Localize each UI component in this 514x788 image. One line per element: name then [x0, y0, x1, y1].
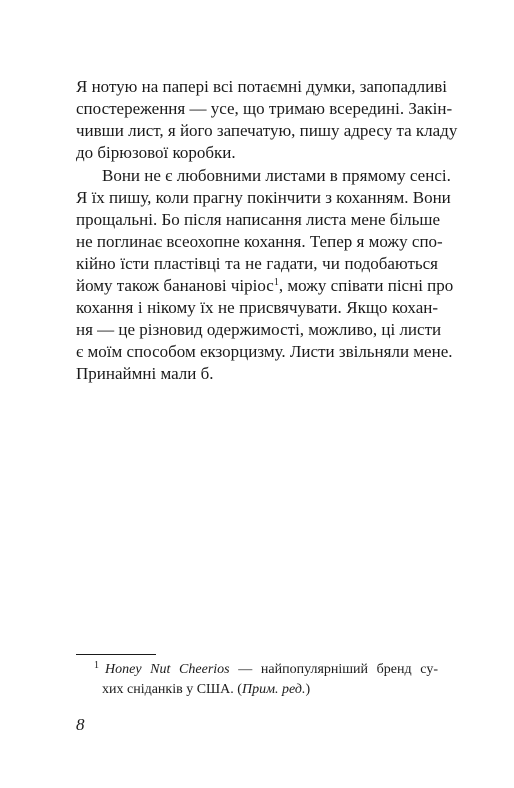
- text-line: до бірюзової коробки.: [76, 143, 236, 162]
- text-line: спостереження — усе, що тримаю всередині. Закін-: [76, 99, 453, 118]
- footnote-title: Honey Nut Cheerios: [105, 662, 230, 677]
- footnote-text: — найпопулярніший бренд су-: [229, 662, 438, 677]
- text-line: Я нотую на папері всі потаємні думки, запопадливі: [76, 77, 447, 96]
- text-line: Вони не є любовними листами в прямому сенсі.: [102, 166, 451, 185]
- text-line: Я їх пишу, коли прагну покінчити з коханням. Вони: [76, 188, 451, 207]
- text-line: є моїм способом екзорцизму. Листи звільняли мене.: [76, 342, 453, 361]
- text-line: кійно їсти пластівці та не гадати, чи подобаються: [76, 254, 438, 273]
- editor-note: Прим. ред.: [241, 682, 306, 697]
- footnote-divider: [76, 654, 156, 655]
- text-line-with-footnote-ref: [76, 275, 454, 297]
- footnote-line: [76, 680, 438, 700]
- footnote-line: [76, 660, 438, 680]
- text-line: ня — це різновид одержимості, можливо, ці листи: [76, 320, 442, 339]
- footnote-text: ): [305, 682, 311, 697]
- page-number: 8: [76, 715, 85, 734]
- footnote-text: хих сніданків у США. (: [102, 682, 242, 697]
- text-segment: йому також бананові чіріос: [76, 276, 274, 295]
- text-line: не поглинає всеохопне кохання. Тепер я можу спо-: [76, 232, 443, 251]
- text-line: Принаймні мали б.: [76, 364, 214, 383]
- text-segment: , можу співати пісні про: [278, 276, 454, 295]
- footnote-reference: 1: [273, 277, 279, 288]
- text-line: прощальні. Бо після написання листа мене більше: [76, 210, 441, 229]
- text-line: чивши лист, я його запечатую, пишу адресу та кладу: [76, 121, 458, 140]
- text-line: кохання і нікому їх не присвячувати. Якщо кохан-: [76, 298, 438, 317]
- footnote-mark: 1: [94, 660, 99, 671]
